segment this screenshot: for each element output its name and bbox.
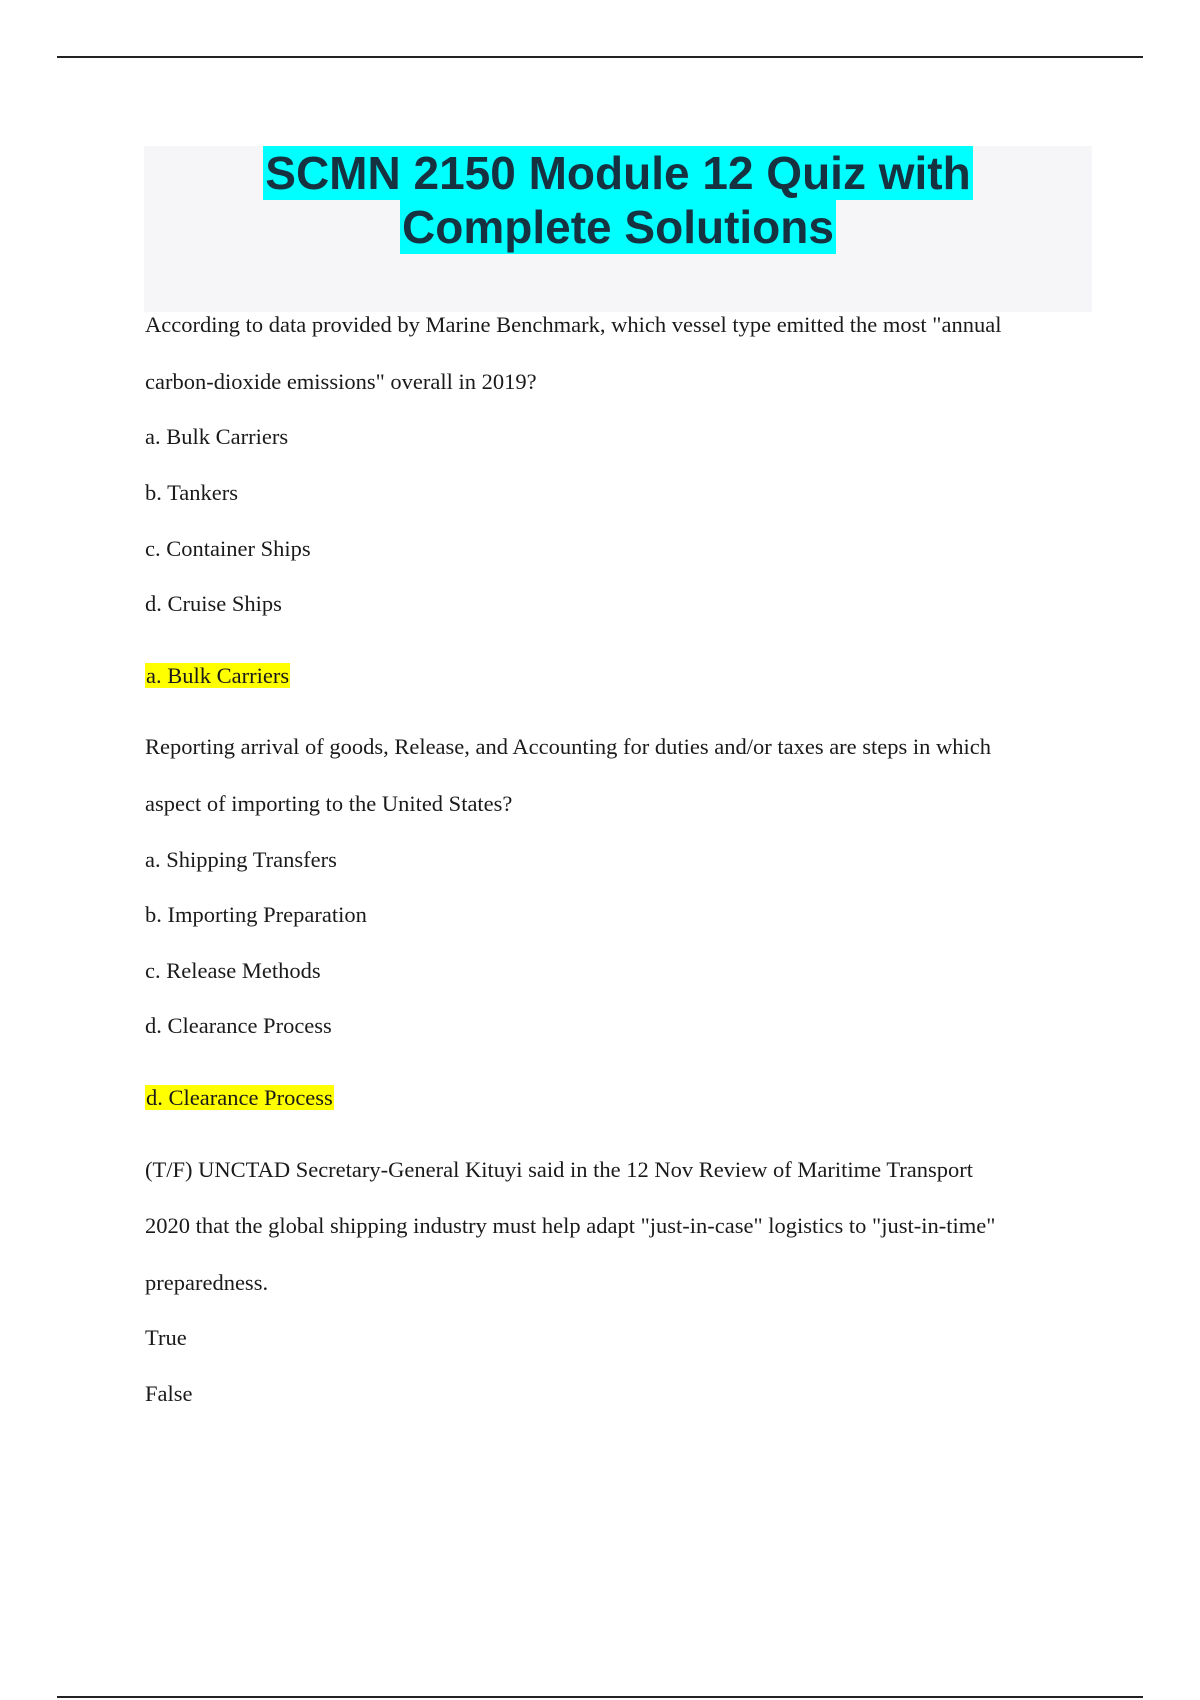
question-3-text-line-2: 2020 that the global shipping industry must help adapt "just-in-case" logistics to "just-in-time" — [145, 1213, 996, 1238]
title-line-1: SCMN 2150 Module 12 Quiz with — [265, 147, 971, 199]
bottom-rule — [57, 1696, 1143, 1698]
question-3-option-false: False — [145, 1381, 193, 1406]
title-block — [144, 146, 1092, 312]
question-1-text-line-2: carbon-dioxide emissions" overall in 2019? — [145, 369, 537, 394]
question-1-option-b: b. Tankers — [145, 480, 238, 505]
question-2-option-c: c. Release Methods — [145, 958, 321, 983]
question-2-option-d: d. Clearance Process — [145, 1013, 332, 1038]
question-2-text-line-2: aspect of importing to the United States? — [145, 791, 513, 816]
question-1-answer — [145, 662, 290, 690]
question-1-option-d: d. Cruise Ships — [145, 591, 282, 616]
question-3-text-line-3: preparedness. — [145, 1270, 269, 1295]
question-1-option-c: c. Container Ships — [145, 536, 311, 561]
question-3-option-true: True — [145, 1325, 187, 1350]
top-rule — [57, 56, 1143, 58]
question-2-text-line-1: Reporting arrival of goods, Release, and Accounting for duties and/or taxes are steps in which — [145, 734, 992, 759]
question-2-answer — [145, 1084, 334, 1112]
title-line-2: Complete Solutions — [402, 201, 834, 253]
question-3-text-line-1: (T/F) UNCTAD Secretary-General Kituyi said in the 12 Nov Review of Maritime Transport — [145, 1157, 974, 1182]
question-2-option-b: b. Importing Preparation — [145, 902, 367, 927]
question-1-answer-highlight: a. Bulk Carriers — [146, 663, 290, 688]
question-1-text-line-1: According to data provided by Marine Benchmark, which vessel type emitted the most "annual — [145, 312, 1002, 337]
question-2-option-a: a. Shipping Transfers — [145, 847, 337, 872]
question-2-answer-highlight: d. Clearance Process — [146, 1085, 333, 1110]
question-1-option-a: a. Bulk Carriers — [145, 424, 289, 449]
